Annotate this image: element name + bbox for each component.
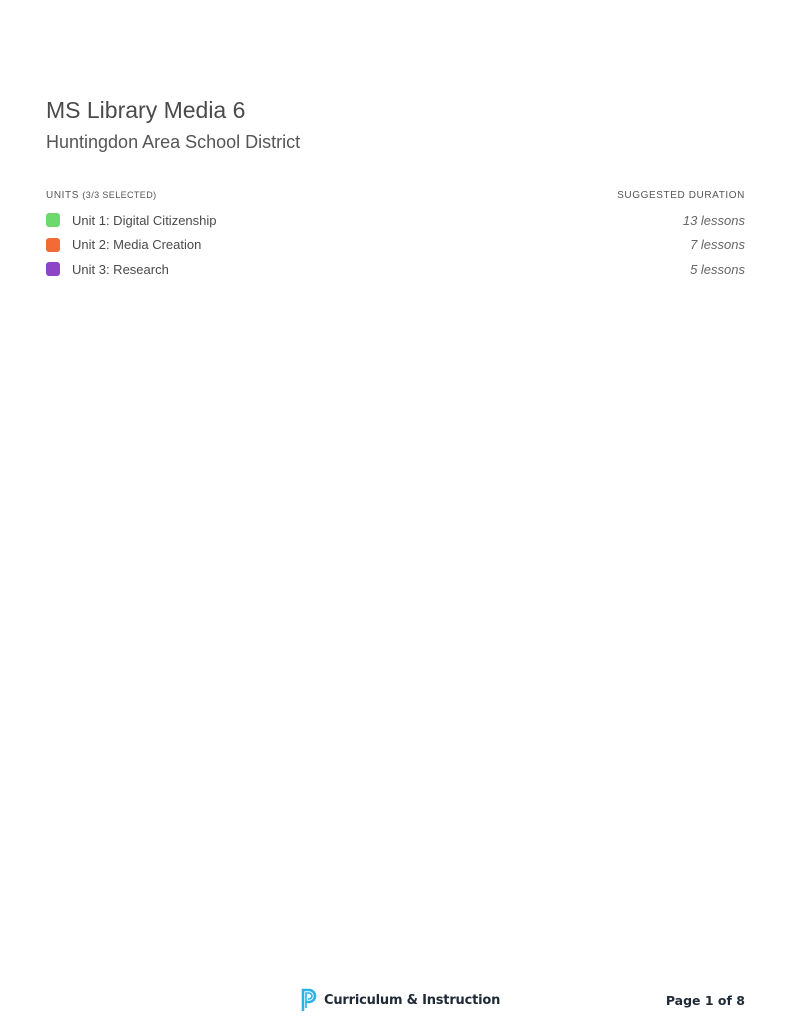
p-logo-icon bbox=[300, 988, 318, 1012]
units-selected-count: (3/3 SELECTED) bbox=[82, 190, 157, 200]
document-title: MS Library Media 6 bbox=[46, 97, 246, 123]
unit-color-swatch bbox=[46, 238, 60, 252]
unit-duration: 13 lessons bbox=[682, 212, 745, 228]
unit-color-swatch bbox=[46, 262, 60, 276]
unit-color-swatch bbox=[46, 213, 60, 227]
unit-name: Unit 1: Digital Citizenship bbox=[72, 212, 217, 228]
unit-name: Unit 3: Research bbox=[72, 261, 169, 277]
footer-logo-text: Curriculum & Instruction bbox=[324, 992, 501, 1008]
units-header bbox=[46, 190, 157, 201]
unit-row bbox=[46, 257, 745, 282]
unit-name: Unit 2: Media Creation bbox=[72, 237, 202, 253]
page-number: Page 1 of 8 bbox=[665, 993, 745, 1008]
footer-logo bbox=[300, 988, 500, 1012]
unit-list bbox=[46, 208, 745, 282]
unit-duration: 7 lessons bbox=[690, 237, 745, 253]
district-name: Huntingdon Area School District bbox=[46, 132, 301, 152]
unit-row bbox=[46, 233, 745, 258]
units-header-label: UNITS bbox=[46, 190, 79, 201]
suggested-duration-header: SUGGESTED DURATION bbox=[617, 190, 745, 201]
unit-row bbox=[46, 208, 745, 233]
unit-duration: 5 lessons bbox=[690, 261, 745, 277]
